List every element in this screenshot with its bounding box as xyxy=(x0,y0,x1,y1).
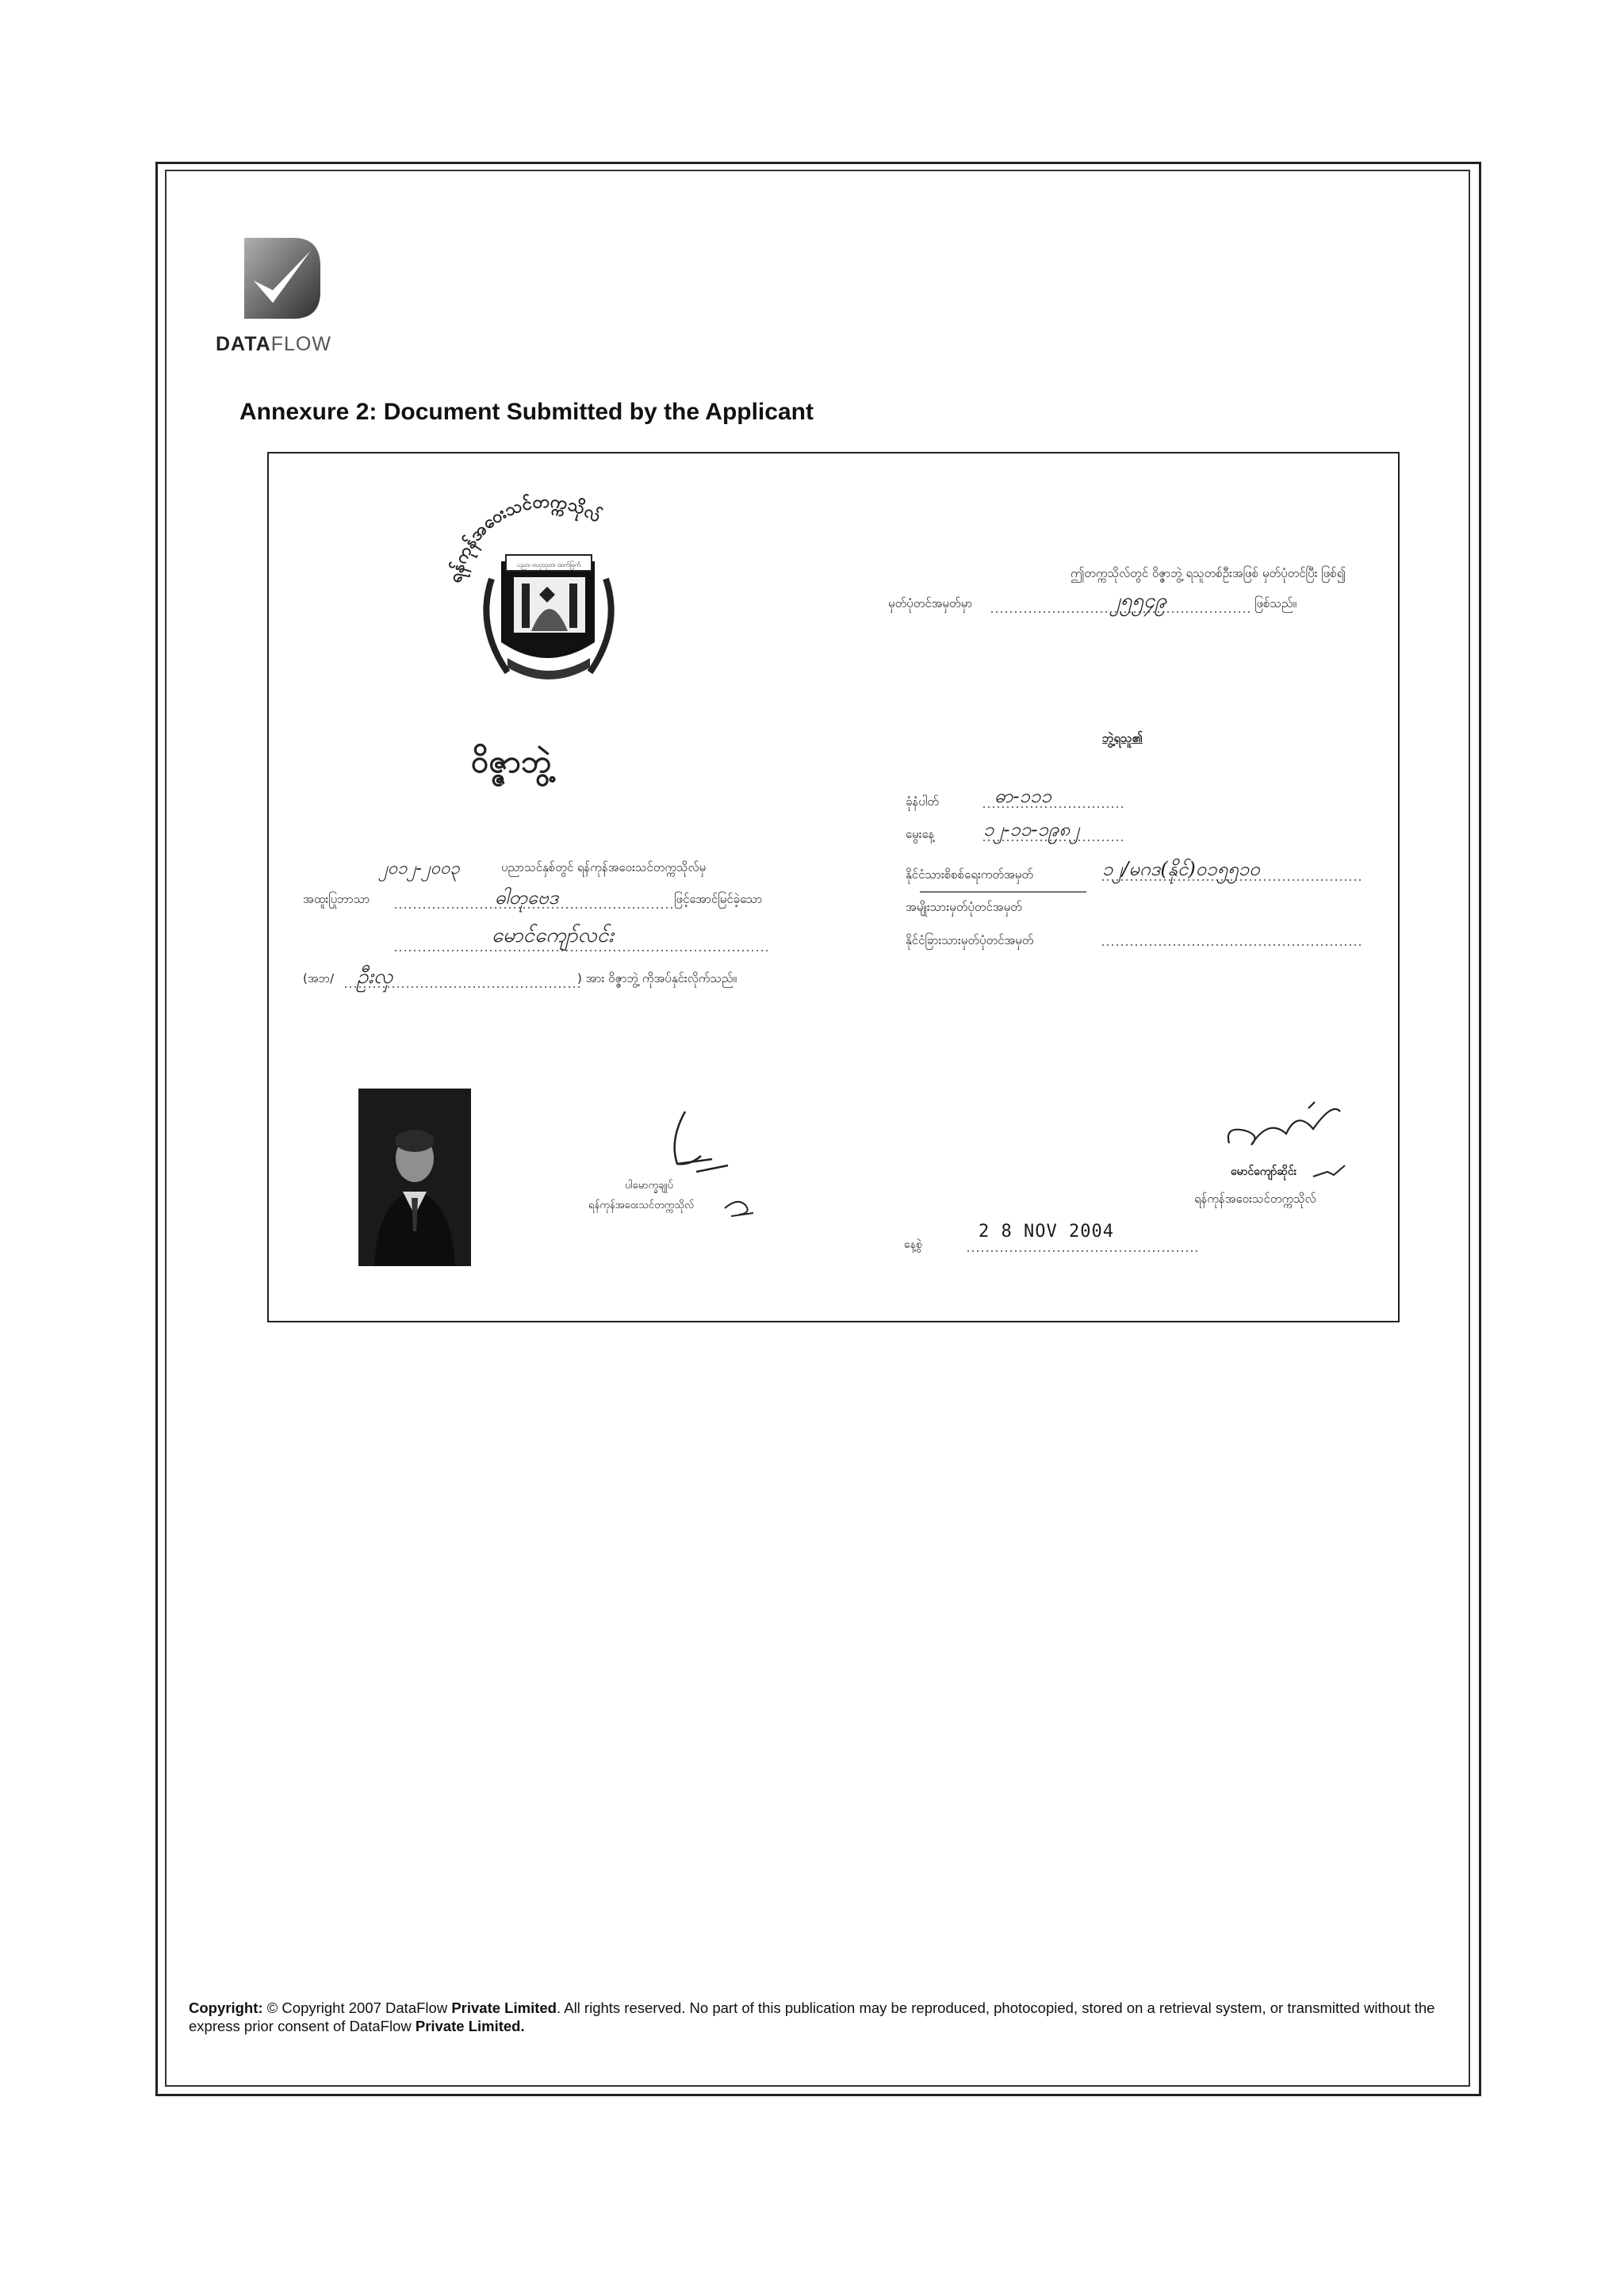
major-label: အထူးပြုဘာသာ xyxy=(303,892,370,906)
registration-intro: ဤတက္ကသိုလ်တွင် ဝိဇ္ဇာဘွဲ့ ရသူတစ်ဦးအဖြစ် မှတ်ပုံတင်ပြီး ဖြစ်၍ xyxy=(1071,566,1346,580)
registrar-name: မောင်ကျော်ဆိုင်း xyxy=(1231,1165,1297,1178)
graduate-name: မောင်ကျော်လင်း xyxy=(492,924,614,947)
university-seal xyxy=(428,476,666,729)
roll-number-value: ဓာ-၁၁၁ xyxy=(994,785,1051,807)
dotted-line-date xyxy=(967,1249,1197,1253)
copyright-text-2: . All rights reserved. No part of this publication may be reproduced, photocopied, stored on a retrieval system, or transmitted without the express prior consent of DataFlow xyxy=(189,1999,1435,2034)
foreigner-reg-label: နိုင်ငံခြားသားမှတ်ပုံတင်အမှတ် xyxy=(906,933,1034,947)
registrar-signature xyxy=(1221,1094,1356,1158)
registration-suffix: ဖြစ်သည်။ xyxy=(1254,596,1297,610)
major-suffix: ဖြင့်အောင်မြင်ခဲ့သော xyxy=(674,892,763,906)
rector-title: ပါမောက္ခချုပ် xyxy=(625,1180,673,1192)
rector-signature xyxy=(649,1108,736,1177)
copyright-company-1: Private Limited xyxy=(451,1999,557,2016)
father-prefix: (အဘ/ xyxy=(303,971,335,985)
major-value: ဓါတုဗေဒ xyxy=(495,886,559,909)
copyright-notice xyxy=(189,1999,1457,2035)
rector-initial-mark xyxy=(722,1192,758,1219)
registrar-initial-mark xyxy=(1310,1162,1346,1181)
dotted-lines-right xyxy=(920,801,1364,951)
copyright-company-2: Private Limited. xyxy=(415,2018,525,2034)
seal-ribbon-text: ပညာ၊ ဗဟုသုတ၊ ထက်မြက် xyxy=(516,561,581,568)
father-name: ဦးလှ xyxy=(357,965,393,989)
date-stamp: 2 8 NOV 2004 xyxy=(979,1222,1114,1242)
registration-number: ၂၅၅၄၉ xyxy=(1110,589,1167,613)
certificate-title: ဝိဇ္ဇာဘွဲ့ xyxy=(471,744,552,780)
father-suffix: ) အား ဝိဇ္ဇာဘွဲ့ ကိုအပ်နှင်းလိုက်သည်။ xyxy=(577,971,737,985)
copyright-text-1: © Copyright 2007 DataFlow xyxy=(266,1999,448,2016)
nrc-value: ၁၂/မဂဒ(နိုင်)၀၁၅၅၁၀ xyxy=(1102,858,1260,880)
dataflow-logo xyxy=(238,235,325,322)
brand-name-light: FLOW xyxy=(270,333,331,355)
dataflow-wordmark xyxy=(216,333,331,356)
rector-university: ရန်ကုန်အဝေးသင်တက္ကသိုလ် xyxy=(588,1200,695,1211)
academic-year-text: ပညာသင်နှစ်တွင် ရန်ကုန်အဝေးသင်တက္ကသိုလ်မှ xyxy=(501,860,707,874)
graduate-info-heading: ဘွဲ့ရသူ၏ xyxy=(1102,731,1143,745)
registration-label: မှတ်ပုံတင်အမှတ်မှာ xyxy=(888,596,973,610)
graduate-photo xyxy=(358,1089,471,1266)
seal-arc-text: ရန်ကုန်အဝေးသင်တက္ကသိုလ် xyxy=(446,492,605,585)
dotted-line-registration xyxy=(991,610,1253,614)
national-reg-label: အမျိုးသားမှတ်ပုံတင်အမှတ် xyxy=(906,900,1022,914)
birth-date-value: ၁၂-၁၁-၁၉၈၂ xyxy=(983,818,1080,840)
dotted-line-father xyxy=(345,985,583,989)
academic-year-value: ၂၀၁၂-၂၀၀၃ xyxy=(379,859,460,878)
birth-date-label: မွေးနေ့ xyxy=(906,827,935,841)
annexure-heading: Annexure 2: Document Submitted by the Applicant xyxy=(239,399,814,425)
nrc-label: နိုင်ငံသားစိစစ်ရေးကတ်အမှတ် xyxy=(906,867,1033,882)
copyright-label: Copyright: xyxy=(189,1999,263,2016)
date-label: နေ့စွဲ xyxy=(904,1238,922,1251)
registrar-university: ရန်ကုန်အဝေးသင်တက္ကသိုလ် xyxy=(1194,1192,1316,1206)
brand-name-bold: DATA xyxy=(216,333,271,355)
roll-number-label: ခုံနံပါတ် xyxy=(906,794,939,809)
